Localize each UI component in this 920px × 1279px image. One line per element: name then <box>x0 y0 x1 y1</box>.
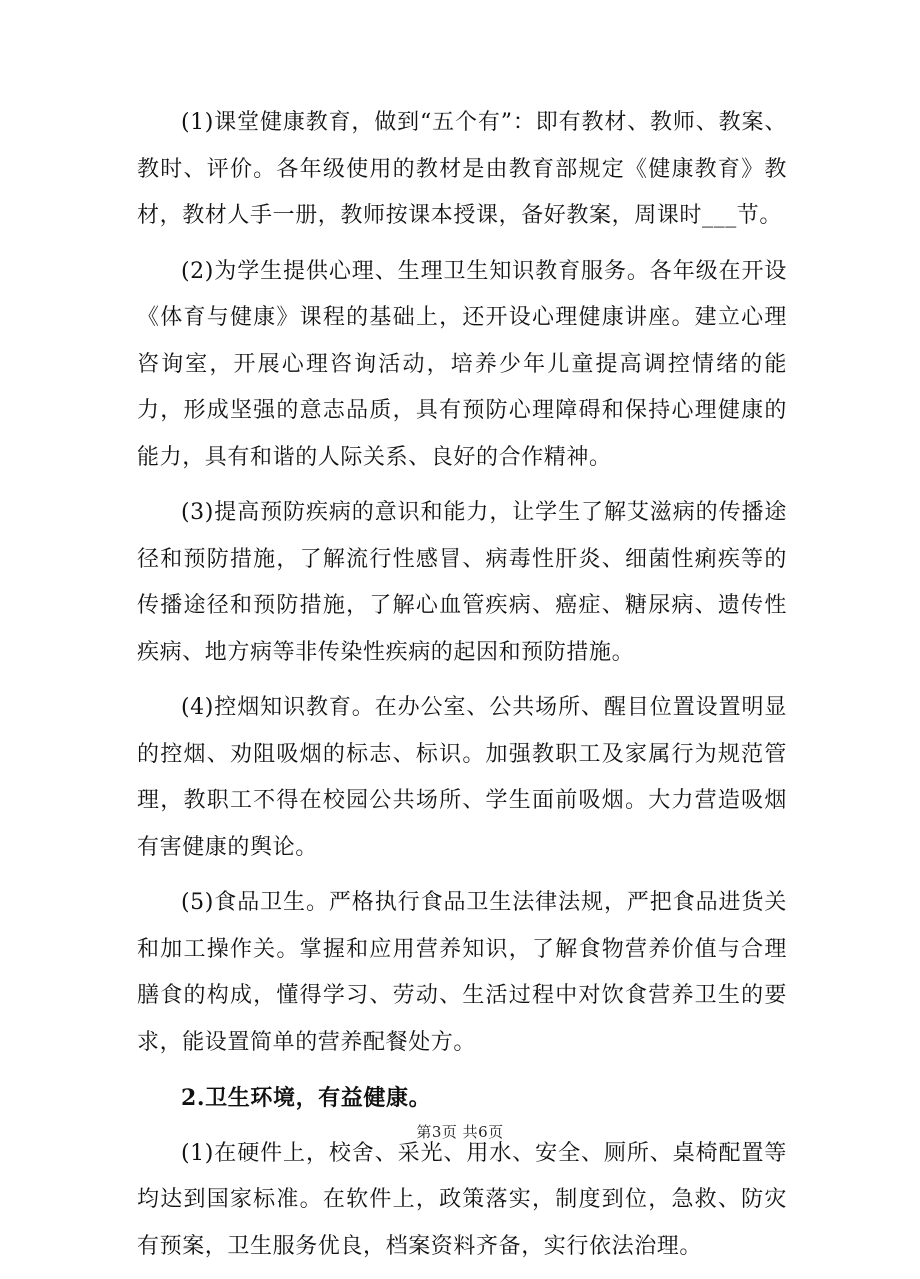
paragraph-food-hygiene: (5)食品卫生。严格执行食品卫生法律法规，严把食品进货关和加工操作关。掌握和应用营养知识，了解食物营养价值与合理膳食的构成，懂得学习、劳动、生活过程中对饮食营养卫生的要求，能设置简单的营养配餐处方。 <box>137 890 787 1055</box>
document-body <box>137 100 787 1279</box>
paragraph-hardware-software: (1)在硬件上，校舍、采光、用水、安全、厕所、桌椅配置等均达到国家标准。在软件上，政策落实，制度到位，急救、防灾有预案，卫生服务优良，档案资料齐备，实行依法治理。 <box>137 1140 787 1259</box>
paragraph-tobacco-control: (4)控烟知识教育。在办公室、公共场所、醒目位置设置明显的控烟、劝阻吸烟的标志、标识。加强教职工及家属行为规范管理，教职工不得在校园公共场所、学生面前吸烟。大力营造吸烟有害健康的舆论。 <box>137 695 787 860</box>
paragraph-disease-prevention: (3)提高预防疾病的意识和能力，让学生了解艾滋病的传播途径和预防措施，了解流行性感冒、病毒性肝炎、细菌性痢疾等的传播途径和预防措施，了解心血管疾病、癌症、糖尿病、遗传性疾病、地方病等非传染性疾病的起因和预防措施。 <box>137 500 787 665</box>
page-number-footer: 第3页 共6页 <box>416 1123 504 1141</box>
paragraph-classroom-health-education: (1)课堂健康教育，做到“五个有”：即有教材、教师、教案、教时、评价。各年级使用的教材是由教育部规定《健康教育》教材，教材人手一册，教师按课本授课，备好教案，周课时___节。 <box>137 110 787 228</box>
paragraph-psychological-services: (2)为学生提供心理、生理卫生知识教育服务。各年级在开设《体育与健康》课程的基础上，还开设心理健康讲座。建立心理咨询室，开展心理咨询活动，培养少年儿童提高调控情绪的能力，形成坚强的意志品质，具有预防心理障碍和保持心理健康的能力，具有和谐的人际关系、良好的合作精神。 <box>137 258 787 470</box>
section-heading-hygiene-environment: 2.卫生环境，有益健康。 <box>181 1085 432 1111</box>
